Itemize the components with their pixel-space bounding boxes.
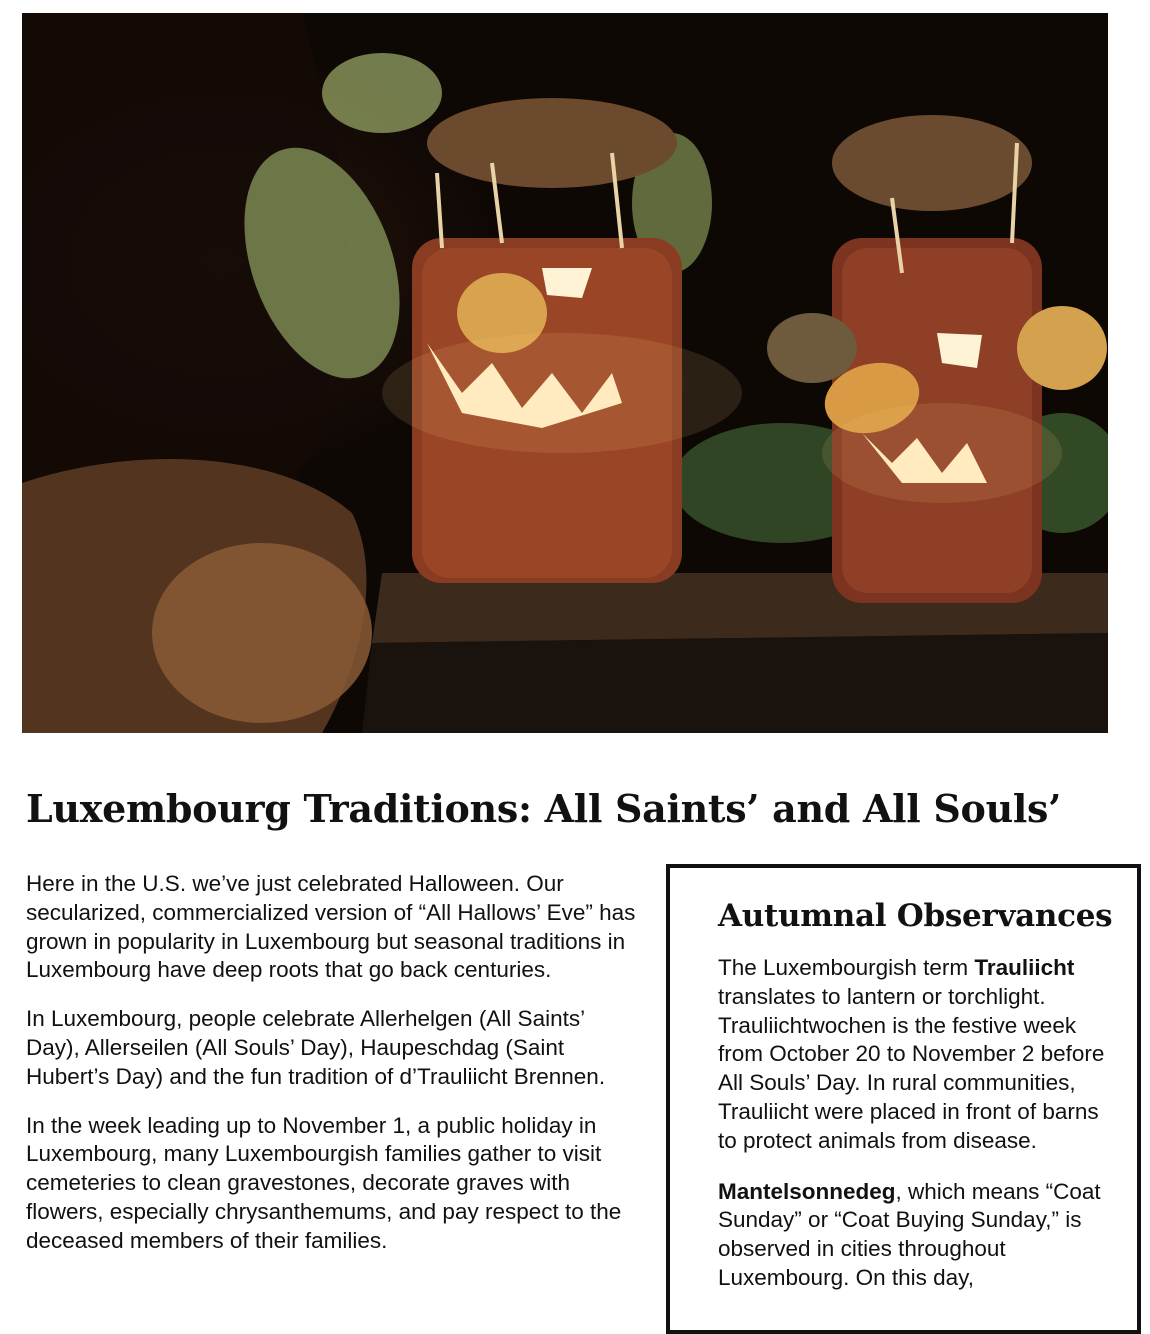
sidebar-paragraph-2 xyxy=(718,1178,1113,1293)
sidebar-p1-intro: The Luxembourgish term xyxy=(718,955,975,980)
sidebar-title: Autumnal Observances xyxy=(718,898,1113,934)
carved-beet-lanterns-photo xyxy=(22,13,1108,733)
sidebar-term-mantelsonnedeg: Mantelsonnedeg xyxy=(718,1178,896,1204)
sidebar-term-trauliicht: Trauliicht xyxy=(974,955,1075,980)
article-paragraph-2: In Luxembourg, people celebrate Allerhelgen (All Saints’ Day), Allerseilen (All Souls’ Day), Haupeschdag (Saint Hubert’s Day) and the fun tradition of d’Trauliicht Brennen. xyxy=(26,1006,606,1089)
article-body xyxy=(26,870,641,1276)
sidebar-p2-text: , which means “Coat Sunday” or “Coat Buying Sunday,” is observed in cities throughout Luxembourg. On this day, xyxy=(718,1178,1101,1290)
article-paragraph-3: In the week leading up to November 1, a public holiday in Luxembourg, many Luxembourgish families gather to visit cemeteries to clean gravestones, decorate graves with flowers, especially chrysanthemums, and pay respect to the deceased members of their families. xyxy=(26,1112,622,1253)
article-title: Luxembourg Traditions: All Saints’ and All Souls’ xyxy=(26,786,1062,831)
sidebar-box xyxy=(666,864,1141,1334)
article-paragraph-1: Here in the U.S. we’ve just celebrated Halloween. Our secularized, commercialized version of “All Hallows’ Eve” has grown in popularity in Luxembourg but seasonal traditions in Luxembourg have deep roots that go back centuries. xyxy=(26,871,636,983)
sidebar-p1-text: translates to lantern or torchlight. Trauliichtwochen is the festive week from October 20 to November 2 before All Souls’ Day. In rural communities, Trauliicht were placed in front of barns to protect animals from disease. xyxy=(718,983,1105,1153)
hero-photo xyxy=(22,13,1108,733)
sidebar-paragraph-1 xyxy=(718,954,1113,1156)
